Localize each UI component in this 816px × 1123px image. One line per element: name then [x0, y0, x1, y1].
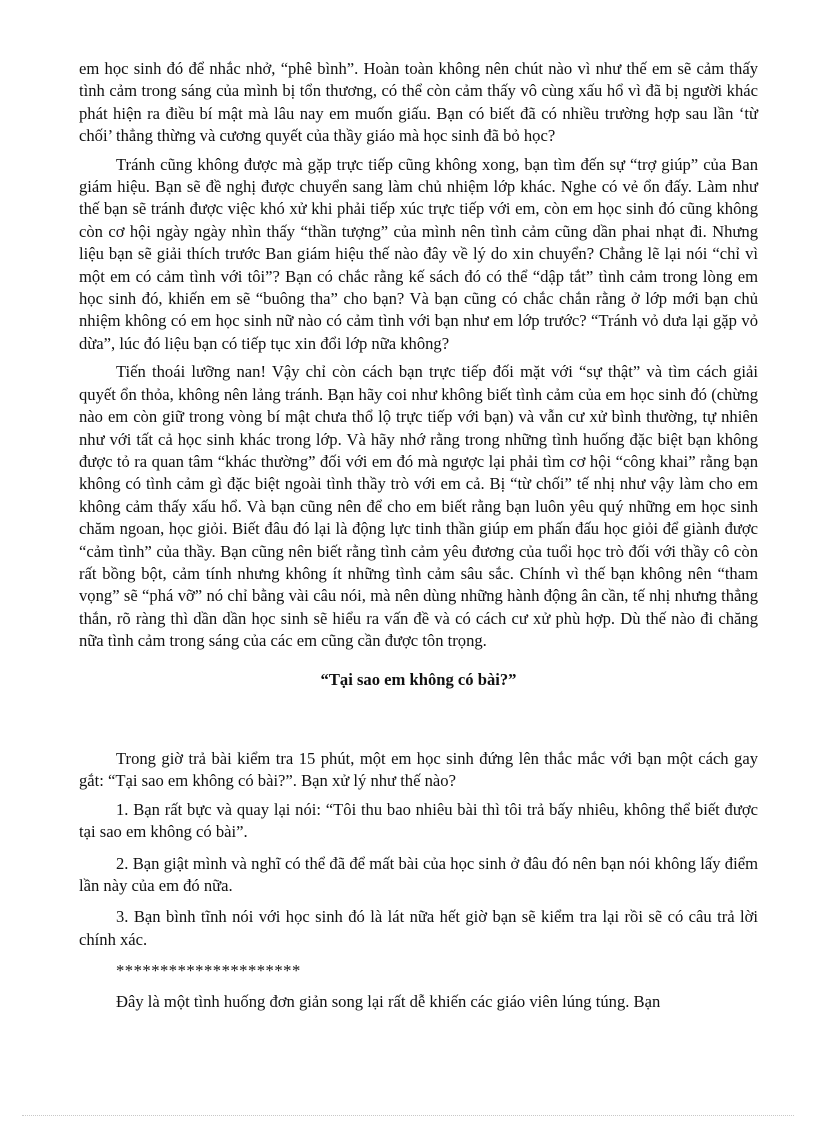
page-bottom-rule: [22, 1115, 794, 1116]
paragraph-3: Tiến thoái lưỡng nan! Vậy chỉ còn cách bạn trực tiếp đối mặt với “sự thật” và tìm cách giải quyết ổn thỏa, không nên lảng tránh. Bạn hãy coi như không biết tình cảm của em học sinh đó (chừng nào em còn giữ trong vòng bí mật chưa thổ lộ trực tiếp với bạn) và vẫn cư xử bình thường, tự nhiên như với tất cả học sinh khác trong lớp. Và hãy nhớ rằng trong những tình huống đặc biệt bạn không được tỏ ra quan tâm “khác thường” đối với em đó mà ngược lại phải tìm cơ hội “công khai” rằng bạn không có tình cảm gì đặc biệt ngoài tình thầy trò với em cả. Bị “từ chối” tế nhị như vậy làm cho em không cảm thấy xấu hổ. Và bạn cũng nên để cho em biết rằng bạn luôn yêu quý những em học sinh chăm ngoan, học giỏi. Biết đâu đó lại là động lực tinh thần giúp em phấn đấu học giỏi để giành được “cảm tình” của thầy. Bạn cũng nên biết rằng tình cảm yêu đương của tuổi học trò đối với thầy cô còn rất bồng bột, cảm tính nhưng không ít những tình cảm sâu sắc. Chính vì thế bạn không nên “tham vọng” sẽ “phá vỡ” nó chỉ bằng vài câu nói, mà nên dùng những hành động ân cần, tế nhị nhưng thẳng thắn, rõ ràng thì dần dần học sinh sẽ hiểu ra vấn đề và có cách cư xử phù hợp. Dù thế nào đi chăng nữa tình cảm trong sáng của các em cũng cần được tôn trọng.: [79, 362, 758, 651]
option-3: 3. Bạn bình tĩnh nói với học sinh đó là lát nữa hết giờ bạn sẽ kiểm tra lại rồi sẽ có câu trả lời chính xác.: [79, 907, 758, 949]
situation-paragraph: Trong giờ trả bài kiểm tra 15 phút, một em học sinh đứng lên thắc mắc với bạn một cách gay gắt: “Tại sao em không có bài?”. Bạn xử lý như thế nào?: [79, 748, 758, 791]
option-2: 2. Bạn giật mình và nghĩ có thể đã để mất bài của học sinh ở đâu đó nên bạn nói không lấy điểm lần này của em đó nữa.: [79, 853, 758, 895]
section-heading: “Tại sao em không có bài?”: [320, 669, 517, 689]
paragraph-1: em học sinh đó để nhắc nhở, “phê bình”. Hoàn toàn không nên chút nào vì như thế em sẽ cảm thấy tình cảm trong sáng của mình bị tổn thương, có thể còn cảm thấy vô cùng xấu hổ vì đã bị người khác phát hiện ra điều bí mật mà lâu nay em muốn giấu. Bạn có biết đã có nhiều trường hợp sau lần ‘từ chối’ thẳng thừng và cương quyết của thầy giáo mà học sinh đã bỏ học?: [79, 59, 758, 146]
separator: *********************: [116, 961, 301, 981]
closing-paragraph: Đây là một tình huống đơn giản song lại rất dễ khiến các giáo viên lúng túng. Bạn: [116, 991, 661, 1011]
paragraph-2: Tránh cũng không được mà gặp trực tiếp cũng không xong, bạn tìm đến sự “trợ giúp” của Ban giám hiệu. Bạn sẽ đề nghị được chuyển sang làm chủ nhiệm lớp khác. Nghe có vẻ ổn đấy. Làm như thế bạn sẽ tránh được việc khó xử khi phải tiếp xúc trực tiếp với em, còn em học sinh đó cũng không còn cơ hội ngày ngày nhìn thấy “thần tượng” của mình nên tình cảm cũng dần phai nhạt đi. Nhưng liệu bạn sẽ giải thích trước Ban giám hiệu thế nào đây về lý do xin chuyển? Chẳng lẽ lại nói “chỉ vì một em có cảm tình với tôi”? Bạn có chắc rằng kế sách đó có thể “dập tắt” tình cảm trong lòng em học sinh đó, khiến em sẽ “buông tha” cho bạn? Và bạn cũng có chắc chắn rằng ở lớp mới bạn chủ nhiệm không có em học sinh nữ nào có cảm tình với bạn như em lớp trước? “Tránh vỏ dưa lại gặp vỏ dừa”, lúc đó liệu bạn có tiếp tục xin đổi lớp nữa không?: [79, 154, 758, 353]
option-1: 1. Bạn rất bực và quay lại nói: “Tôi thu bao nhiêu bài thì tôi trả bấy nhiêu, không thể biết được tại sao em không có bài”.: [79, 799, 758, 842]
